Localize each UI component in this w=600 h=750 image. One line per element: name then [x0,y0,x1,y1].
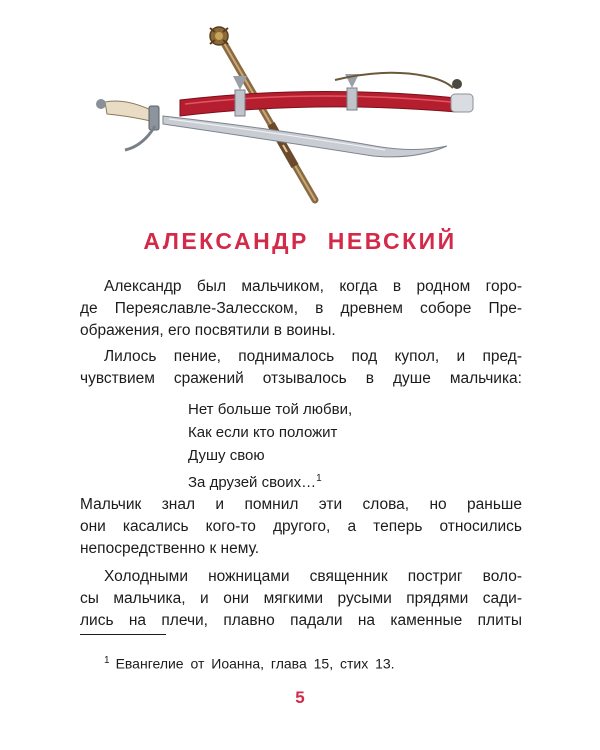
footnote-reference: 1 [316,473,322,484]
saber-and-mace-illustration [85,18,485,208]
footnote [104,652,395,673]
poem-line-last [188,467,352,494]
text-line: они касались кого-то другого, а теперь относились [80,518,522,535]
footnote-mark: 1 [104,655,110,666]
scabbard-icon [180,74,473,116]
text-line: сы мальчика, и они мягкими русыми прядями сади- [80,590,522,607]
paragraph-1 [80,276,522,342]
text-line: непосредственно к нему. [80,540,260,557]
text-line: ображения, его посвятили в воины. [80,322,336,339]
poem-line: Душу свою [188,447,265,464]
paragraph-4 [80,566,522,632]
text-line: Холодными ножницами священник постриг воло- [104,568,522,585]
text-line: лись на плечи, плавно падали на каменные плиты [80,612,522,629]
poem-quote [188,398,352,494]
mace-icon [210,27,315,200]
chapter-title: АЛЕКСАНДР НЕВСКИЙ [143,228,457,254]
paragraph-3 [80,494,522,560]
text-line: Александр был мальчиком, когда в родном горо- [104,278,522,295]
footnote-text: Евангелие от Иоанна, глава 15, стих 13. [115,655,395,672]
poem-line: Как если кто положит [188,424,338,441]
text-line: де Переяславле-Залесском, в древнем соборе Пре- [80,300,522,317]
poem-line: Нет больше той любви, [188,401,353,418]
text-line: чувствием сражений отзывалось в душе мальчика: [80,370,522,387]
text-line: Лилось пение, поднималось под купол, и пред- [104,348,522,365]
poem-line-text: За друзей своих… [188,474,317,491]
footnote-divider [80,634,166,635]
page-number: 5 [295,688,305,707]
paragraph-2 [80,346,522,390]
tassel-icon [452,79,462,89]
text-line: Мальчик знал и помнил эти слова, но раньше [80,496,522,513]
